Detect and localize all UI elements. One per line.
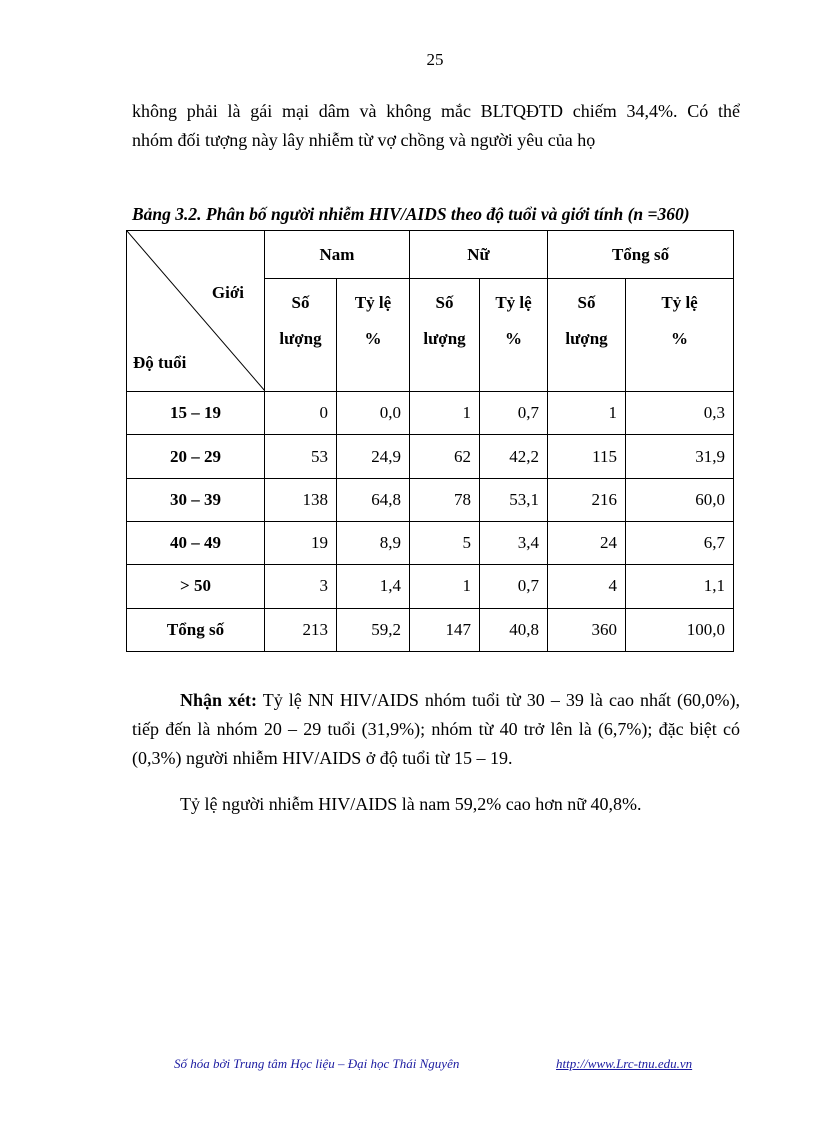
value-cell: 53,1 <box>480 478 548 521</box>
value-cell: 4 <box>548 565 626 608</box>
value-cell: 64,8 <box>337 478 410 521</box>
page-number: 25 <box>426 50 444 69</box>
table-row <box>127 435 734 478</box>
value-cell: 1 <box>548 392 626 435</box>
age-group-cell: 20 – 29 <box>127 435 265 478</box>
age-group-cell: > 50 <box>127 565 265 608</box>
value-cell: 360 <box>548 608 626 651</box>
value-cell: 3 <box>265 565 337 608</box>
value-cell: 60,0 <box>626 478 734 521</box>
value-cell: 0,0 <box>337 392 410 435</box>
value-cell: 53 <box>265 435 337 478</box>
subheader-rate: Tỷ lệ % <box>626 279 734 392</box>
remarks-label: Nhận xét: <box>180 690 258 710</box>
value-cell: 0,7 <box>480 565 548 608</box>
value-cell: 115 <box>548 435 626 478</box>
conclusion-paragraph: Tỷ lệ người nhiễm HIV/AIDS là nam 59,2% cao hơn nữ 40,8%. <box>180 794 642 814</box>
value-cell: 0,7 <box>480 392 548 435</box>
value-cell: 1 <box>410 565 480 608</box>
footer-link[interactable]: http://www.Lrc-tnu.edu.vn <box>556 1056 693 1071</box>
age-group-cell: 40 – 49 <box>127 522 265 565</box>
value-cell: 31,9 <box>626 435 734 478</box>
table-caption: Bảng 3.2. Phân bố người nhiễm HIV/AIDS theo độ tuổi và giới tính (n =360) <box>132 204 690 224</box>
value-cell: 8,9 <box>337 522 410 565</box>
intro-line-1: không phải là gái mại dâm và không mắc BLTQĐTD chiếm 34,4%. Có thể <box>132 101 740 121</box>
value-cell: 138 <box>265 478 337 521</box>
value-cell: 3,4 <box>480 522 548 565</box>
hiv-age-gender-table <box>126 230 734 652</box>
group-header-male: Nam <box>265 231 410 279</box>
value-cell: 0 <box>265 392 337 435</box>
value-cell: 216 <box>548 478 626 521</box>
subheader-count: Số lượng <box>548 279 626 392</box>
group-header-total: Tổng số <box>548 231 734 279</box>
value-cell: 62 <box>410 435 480 478</box>
value-cell: 42,2 <box>480 435 548 478</box>
table-row <box>127 478 734 521</box>
age-group-cell: 15 – 19 <box>127 392 265 435</box>
value-cell: 5 <box>410 522 480 565</box>
value-cell: 1 <box>410 392 480 435</box>
subheader-count: Số lượng <box>410 279 480 392</box>
value-cell: 24,9 <box>337 435 410 478</box>
subheader-rate: Tỷ lệ % <box>480 279 548 392</box>
value-cell: 1,1 <box>626 565 734 608</box>
value-cell: 1,4 <box>337 565 410 608</box>
table-row <box>127 565 734 608</box>
corner-age-label: Độ tuổi <box>133 353 187 372</box>
remarks-line-2: tiếp đến là nhóm 20 – 29 tuổi (31,9%); nhóm từ 40 trở lên là (6,7%); đặc biệt có <box>132 719 740 739</box>
age-group-cell: Tổng số <box>127 608 265 651</box>
remarks-line-3: (0,3%) người nhiễm HIV/AIDS ở độ tuổi từ 15 – 19. <box>132 748 513 768</box>
value-cell: 78 <box>410 478 480 521</box>
value-cell: 40,8 <box>480 608 548 651</box>
table-row <box>127 522 734 565</box>
value-cell: 19 <box>265 522 337 565</box>
subheader-count: Số lượng <box>265 279 337 392</box>
intro-line-2: nhóm đối tượng này lây nhiễm từ vợ chồng và người yêu của họ <box>132 130 596 150</box>
table-row <box>127 392 734 435</box>
table-total-row <box>127 608 734 651</box>
age-group-cell: 30 – 39 <box>127 478 265 521</box>
group-header-female: Nữ <box>410 231 548 279</box>
corner-header-cell <box>127 231 265 392</box>
value-cell: 147 <box>410 608 480 651</box>
value-cell: 213 <box>265 608 337 651</box>
subheader-rate: Tỷ lệ % <box>337 279 410 392</box>
value-cell: 24 <box>548 522 626 565</box>
remarks-line-1: Nhận xét: Tỷ lệ NN HIV/AIDS nhóm tuổi từ 30 – 39 là cao nhất (60,0%), <box>180 690 741 710</box>
remarks-paragraph <box>132 686 740 773</box>
value-cell: 0,3 <box>626 392 734 435</box>
corner-gender-label: Giới <box>211 283 244 302</box>
footer-source: Số hóa bởi Trung tâm Học liệu – Đại học Thái Nguyên <box>174 1056 460 1071</box>
value-cell: 100,0 <box>626 608 734 651</box>
value-cell: 6,7 <box>626 522 734 565</box>
value-cell: 59,2 <box>337 608 410 651</box>
intro-paragraph <box>132 97 740 155</box>
